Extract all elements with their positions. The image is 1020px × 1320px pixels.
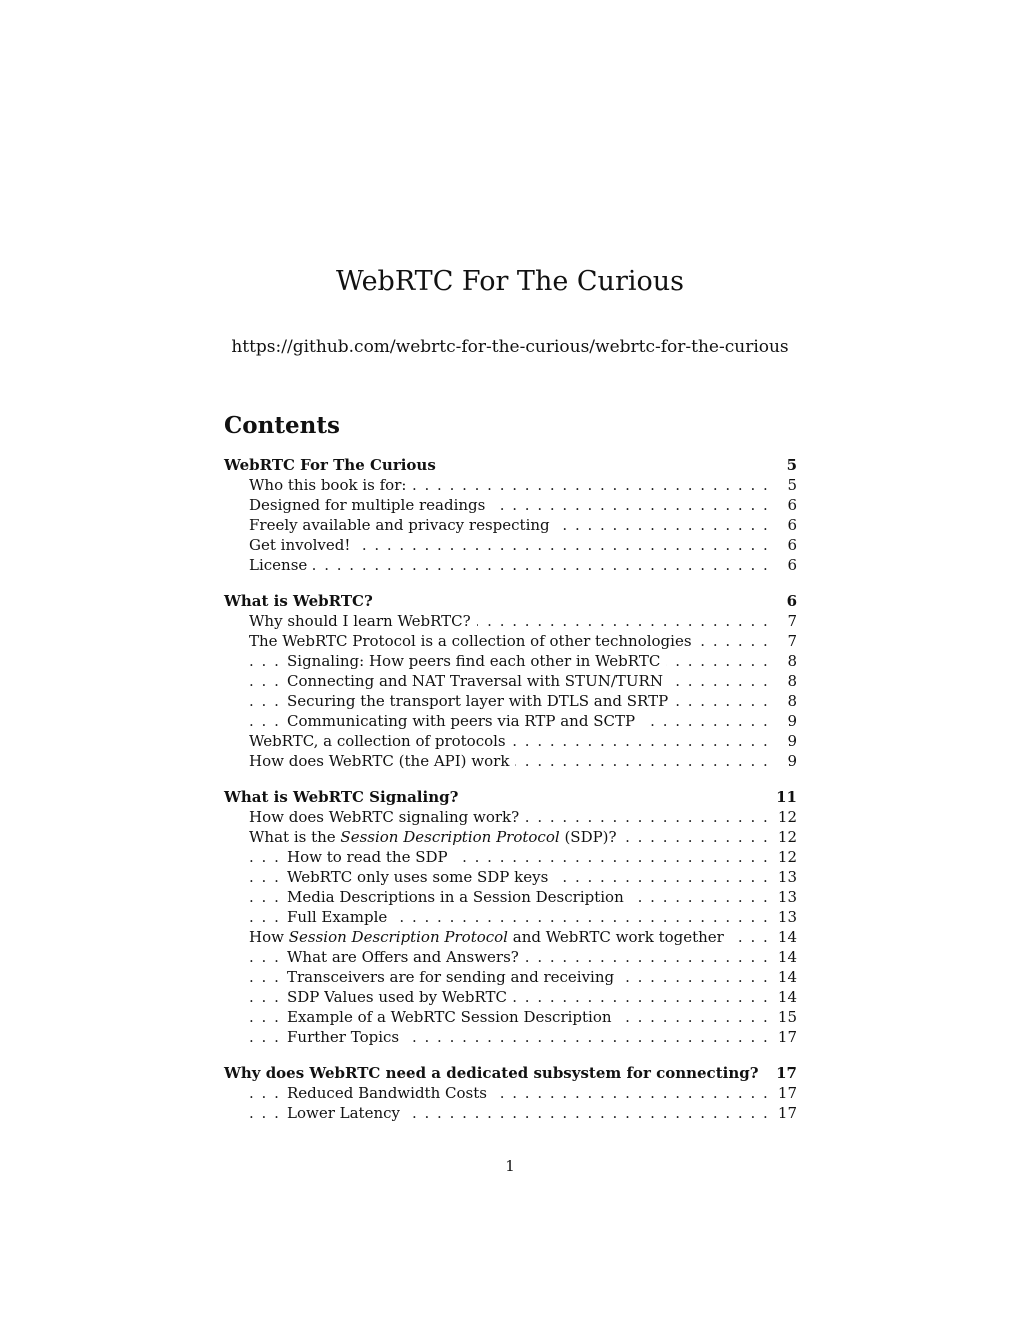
toc-entry-label: Get involved! (249, 535, 356, 555)
toc-section-entry[interactable] (224, 455, 797, 475)
toc-entry-label: WebRTC only uses some SDP keys (287, 867, 554, 887)
document-title: WebRTC For The Curious (336, 266, 684, 297)
page-number: 1 (505, 1157, 515, 1175)
toc-page-number: 7 (787, 632, 797, 650)
toc-entry-label: Why should I learn WebRTC? (249, 611, 477, 631)
toc-entry-label: How to read the SDP (287, 847, 454, 867)
toc-entry[interactable] (224, 947, 797, 967)
toc-entry-label: Who this book is for: (249, 475, 412, 495)
toc-entry-label: Why does WebRTC need a dedicated subsystem for connecting? (224, 1063, 765, 1083)
toc-page-number: 14 (777, 968, 797, 986)
toc-entry[interactable] (224, 867, 797, 887)
toc-entry[interactable] (224, 847, 797, 867)
toc-section-entry[interactable] (224, 1063, 797, 1083)
toc-entry-label: WebRTC, a collection of protocols (249, 731, 512, 751)
toc-entry-label: License (249, 555, 313, 575)
toc-page-number: 14 (777, 948, 797, 966)
toc-entry-label: Further Topics (287, 1027, 405, 1047)
toc-entry[interactable] (224, 495, 797, 515)
toc-entry-label: SDP Values used by WebRTC (287, 987, 513, 1007)
toc-page-number: 13 (777, 888, 797, 906)
toc-entry[interactable] (224, 907, 797, 927)
toc-leader-dots (249, 555, 775, 575)
toc-entry-label: Media Descriptions in a Session Description (287, 887, 630, 907)
toc-page-number: 6 (787, 516, 797, 534)
toc-entry-label: Transceivers are for sending and receiving (287, 967, 620, 987)
toc-entry-label: Designed for multiple readings (249, 495, 491, 515)
toc-entry-label: Full Example (287, 907, 393, 927)
toc-entry-label: How Session Description Protocol and WebRTC work together (249, 927, 730, 947)
toc-page-number: 12 (777, 828, 797, 846)
contents-heading: Contents (224, 412, 340, 439)
toc-page-number: 9 (787, 752, 797, 770)
toc-entry[interactable] (224, 671, 797, 691)
toc-entry[interactable] (224, 611, 797, 631)
toc-page-number: 14 (777, 928, 797, 946)
toc-page-number: 12 (777, 848, 797, 866)
toc-page-number: 6 (786, 592, 797, 610)
toc-page-number: 6 (787, 496, 797, 514)
toc-page-number: 9 (787, 732, 797, 750)
toc-entry[interactable] (224, 827, 797, 847)
toc-entry[interactable] (224, 631, 797, 651)
toc-page-number: 17 (777, 1104, 797, 1122)
toc-page-number: 13 (777, 908, 797, 926)
toc-page-number: 17 (777, 1028, 797, 1046)
toc-entry-label: What is WebRTC Signaling? (224, 787, 464, 807)
toc-entry[interactable] (224, 711, 797, 731)
toc-entry[interactable] (224, 987, 797, 1007)
toc-page-number: 8 (787, 692, 797, 710)
toc-entry[interactable] (224, 1103, 797, 1123)
toc-page-number: 15 (777, 1008, 797, 1026)
toc-entry-label: What are Offers and Answers? (287, 947, 525, 967)
toc-entry[interactable] (224, 807, 797, 827)
toc-entry-label: Freely available and privacy respecting (249, 515, 556, 535)
toc-entry[interactable] (224, 967, 797, 987)
toc-entry-label: The WebRTC Protocol is a collection of other technologies (249, 631, 698, 651)
toc-entry[interactable] (224, 751, 797, 771)
repository-url[interactable]: https://github.com/webrtc-for-the-curious/webrtc-for-the-curious (231, 337, 789, 357)
toc-page-number: 5 (786, 456, 797, 474)
toc-entry-label: Communicating with peers via RTP and SCTP (287, 711, 641, 731)
toc-entry[interactable] (224, 555, 797, 575)
toc-page-number: 5 (787, 476, 797, 494)
toc-entry-label: Securing the transport layer with DTLS and SRTP (287, 691, 674, 711)
toc-entry[interactable] (224, 691, 797, 711)
toc-page-number: 12 (777, 808, 797, 826)
toc-entry-label: Connecting and NAT Traversal with STUN/TURN (287, 671, 669, 691)
toc-page-number: 17 (776, 1064, 797, 1082)
toc-page-number: 8 (787, 672, 797, 690)
toc-entry-label: What is the Session Description Protocol (SDP)? (249, 827, 623, 847)
toc-page-number: 9 (787, 712, 797, 730)
toc-entry[interactable] (224, 731, 797, 751)
toc-section-entry[interactable] (224, 591, 797, 611)
toc-entry[interactable] (224, 1007, 797, 1027)
toc-entry[interactable] (224, 515, 797, 535)
toc-entry[interactable] (224, 887, 797, 907)
toc-entry-label: How does WebRTC (the API) work (249, 751, 515, 771)
toc-entry[interactable] (224, 535, 797, 555)
toc-entry[interactable] (224, 927, 797, 947)
table-of-contents (224, 455, 797, 1123)
toc-page-number: 7 (787, 612, 797, 630)
toc-entry-label: Lower Latency (287, 1103, 406, 1123)
toc-entry[interactable] (224, 651, 797, 671)
toc-entry[interactable] (224, 1027, 797, 1047)
toc-entry-label: Reduced Bandwidth Costs (287, 1083, 493, 1103)
toc-page-number: 13 (777, 868, 797, 886)
toc-page-number: 8 (787, 652, 797, 670)
toc-entry-label: Example of a WebRTC Session Description (287, 1007, 618, 1027)
toc-page-number: 6 (787, 556, 797, 574)
toc-page-number: 11 (776, 788, 797, 806)
toc-entry-label: Signaling: How peers find each other in WebRTC (287, 651, 666, 671)
toc-entry-label: What is WebRTC? (224, 591, 379, 611)
toc-page-number: 6 (787, 536, 797, 554)
toc-section-entry[interactable] (224, 787, 797, 807)
toc-entry-label: WebRTC For The Curious (224, 455, 442, 475)
toc-entry[interactable] (224, 1083, 797, 1103)
toc-entry[interactable] (224, 475, 797, 495)
toc-page-number: 14 (777, 988, 797, 1006)
toc-entry-label: How does WebRTC signaling work? (249, 807, 525, 827)
toc-page-number: 17 (777, 1084, 797, 1102)
